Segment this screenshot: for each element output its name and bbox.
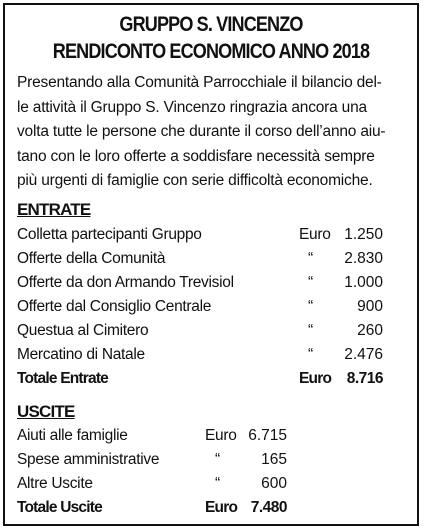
uscite-total-currency: Euro: [205, 499, 238, 516]
uscite-row-amount: 165: [261, 451, 287, 468]
uscite-row-currency: “: [215, 451, 220, 468]
entrate-heading: ENTRATE: [17, 200, 91, 219]
entrate-row-amount: 1.250: [344, 226, 383, 243]
entrate-row-label: Offerte dal Consiglio Centrale: [17, 298, 212, 315]
entrate-row-label: Questua al Cimitero: [17, 322, 149, 339]
entrate-row-currency: “: [308, 250, 313, 267]
uscite-row-currency: “: [215, 475, 220, 492]
intro-line: Presentando alla Comunità Parrocchiale il bilancio del-: [17, 74, 382, 91]
uscite-row-label: Aiuti alle famiglie: [17, 427, 128, 444]
entrate-total-amount: 8.716: [346, 370, 383, 387]
uscite-heading: USCITE: [17, 402, 75, 421]
uscite-row-label: Altre Uscite: [17, 475, 93, 492]
intro-paragraph: [17, 71, 409, 194]
intro-line: le attività il Gruppo S. Vincenzo ringrazia ancora una: [17, 98, 367, 116]
entrate-row-currency: “: [308, 274, 313, 291]
uscite-row-amount: 6.715: [248, 427, 287, 444]
uscite-total-label: Totale Uscite: [17, 499, 102, 516]
report-box: [3, 3, 419, 526]
entrate-row-amount: 260: [357, 322, 383, 339]
report-title: GRUPPO S. VINCENZO: [119, 13, 303, 36]
entrate-row-amount: 2.830: [344, 250, 383, 267]
entrate-row-label: Mercatino di Natale: [17, 346, 145, 363]
entrate-row-amount: 1.000: [344, 274, 383, 291]
entrate-row-currency: “: [308, 346, 313, 363]
entrate-row-label: Colletta partecipanti Gruppo: [17, 226, 202, 243]
entrate-row-amount: 900: [357, 298, 383, 315]
intro-line: più urgenti di famiglie con serie difficoltà economiche.: [17, 172, 373, 189]
report-subtitle: RENDICONTO ECONOMICO ANNO 2018: [52, 40, 370, 63]
uscite-total-amount: 7.480: [250, 499, 287, 516]
entrate-row-currency: Euro: [299, 226, 331, 243]
uscite-row-amount: 600: [261, 475, 287, 492]
uscite-row-currency: Euro: [205, 427, 237, 444]
entrate-row-currency: “: [308, 298, 313, 315]
entrate-row-label: Offerte da don Armando Trevisiol: [17, 274, 234, 291]
entrate-row-currency: “: [308, 322, 313, 339]
entrate-row-amount: 2.476: [344, 346, 383, 363]
entrate-row-label: Offerte della Comunità: [17, 250, 166, 267]
entrate-total-currency: Euro: [299, 370, 332, 387]
intro-line: volta tutte le persone che durante il corso dell’anno aiu-: [17, 123, 386, 140]
uscite-row-label: Spese amministrative: [17, 451, 160, 468]
intro-line: tano con le loro offerte a soddisfare necessità sempre: [17, 147, 375, 165]
entrate-total-label: Totale Entrate: [17, 370, 109, 387]
